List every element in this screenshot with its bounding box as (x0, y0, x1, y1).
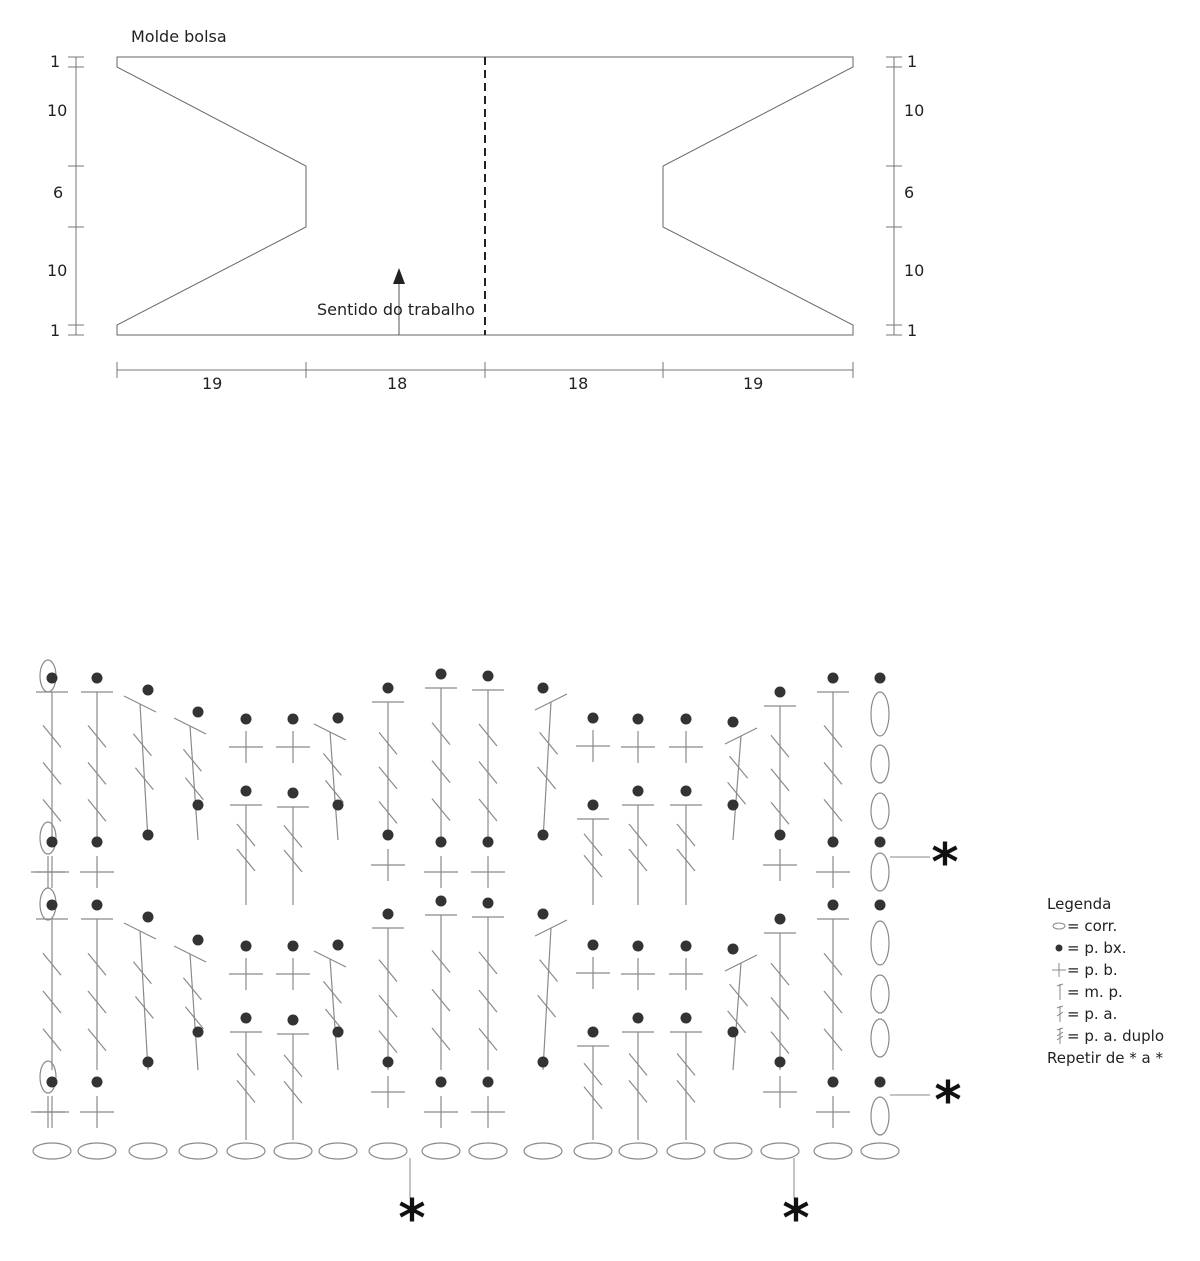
slip-stitch-dot (288, 941, 299, 952)
slip-stitch-dot (241, 714, 252, 725)
legend-item-chain (1047, 915, 1164, 937)
slip-stitch-dot (875, 900, 886, 911)
chain-oval (761, 1143, 799, 1159)
slip-stitch-dot (288, 714, 299, 725)
slip-stitch-dot (92, 1077, 103, 1088)
slip-stitch-dot (383, 683, 394, 694)
slip-stitch-dot (288, 788, 299, 799)
repeat-marker-asterisk: * (398, 1189, 426, 1240)
slip-stitch-dot (633, 941, 644, 952)
slip-stitch-dot (333, 800, 344, 811)
bottom-measure-4: 19 (743, 374, 764, 393)
pattern-title: Molde bolsa (131, 27, 227, 46)
double-crochet-icon (1047, 1005, 1067, 1023)
slip-stitch-dot (241, 941, 252, 952)
chain-oval (871, 921, 889, 965)
slip-stitch-dot (241, 1013, 252, 1024)
chain-oval (369, 1143, 407, 1159)
chain-oval (274, 1143, 312, 1159)
right-measure-scale (886, 57, 902, 335)
slip-stitch-dot (728, 1027, 739, 1038)
chain-oval (227, 1143, 265, 1159)
slip-stitch-dot (681, 714, 692, 725)
slip-stitch-dot (143, 1057, 154, 1068)
stitch-stem (733, 736, 741, 840)
slip-stitch-dot (333, 713, 344, 724)
slip-stitch-dot (681, 941, 692, 952)
bag-template-diagram (0, 0, 1200, 420)
legend-item-single-crochet (1047, 959, 1164, 981)
slip-stitch-dot (588, 713, 599, 724)
slip-stitch-dot (588, 940, 599, 951)
slip-stitch-dot (143, 830, 154, 841)
stitch-stem (190, 726, 198, 840)
slip-stitch-dot (775, 830, 786, 841)
chain-oval (422, 1143, 460, 1159)
left-measure-1: 1 (50, 52, 61, 71)
stitch-stem (190, 954, 198, 1070)
right-measure-3: 6 (904, 183, 915, 202)
slip-stitch-dot (436, 896, 447, 907)
chain-oval (871, 1097, 889, 1135)
slip-stitch-dot (47, 837, 58, 848)
slip-stitch-dot (193, 935, 204, 946)
slip-stitch-dot (47, 900, 58, 911)
slip-stitch-dot (47, 673, 58, 684)
slip-stitch-dot (775, 1057, 786, 1068)
chain-oval (814, 1143, 852, 1159)
slip-stitch-dot (241, 786, 252, 797)
slip-stitch-dot (875, 1077, 886, 1088)
slip-stitch-dot (193, 800, 204, 811)
slip-stitch-dot (193, 707, 204, 718)
chain-oval (619, 1143, 657, 1159)
chain-oval (861, 1143, 899, 1159)
slip-stitch-dot (828, 837, 839, 848)
slip-stitch-dot (588, 800, 599, 811)
legend (1047, 893, 1164, 1069)
slip-stitch-dot (728, 944, 739, 955)
chain-oval (871, 793, 889, 829)
chain-oval (871, 745, 889, 783)
slip-stitch-dot (828, 1077, 839, 1088)
chain-oval (871, 853, 889, 891)
slip-stitch-dot (483, 837, 494, 848)
slip-stitch-dot (383, 1057, 394, 1068)
legend-single-crochet-label: = p. b. (1067, 961, 1118, 979)
chain-oval (33, 1143, 71, 1159)
chain-oval (871, 975, 889, 1013)
slip-stitch-dot (333, 940, 344, 951)
slip-stitch-dot (143, 912, 154, 923)
chain-oval (78, 1143, 116, 1159)
slip-stitch-dot (288, 1015, 299, 1026)
legend-half-double-label: = m. p. (1067, 983, 1123, 1001)
slip-stitch-dot (875, 837, 886, 848)
slip-stitch-dot (633, 786, 644, 797)
slip-stitch-dot (383, 830, 394, 841)
slip-stitch-dot (538, 683, 549, 694)
slip-stitch-dot (538, 909, 549, 920)
chain-oval (129, 1143, 167, 1159)
repeat-marker-asterisk: * (931, 833, 959, 893)
left-measure-4: 10 (47, 261, 68, 280)
slip-stitch-dot (633, 714, 644, 725)
chain-oval (574, 1143, 612, 1159)
slip-stitch-dot (483, 1077, 494, 1088)
slip-stitch-dot (775, 687, 786, 698)
chain-oval (319, 1143, 357, 1159)
legend-repeat-note (1047, 1047, 1164, 1069)
slip-stitch-dot (875, 673, 886, 684)
slip-stitch-dot (681, 1013, 692, 1024)
stitch-stem (330, 732, 338, 840)
slip-stitch-dot (588, 1027, 599, 1038)
legend-repeat-label: Repetir de * a * (1047, 1049, 1163, 1067)
slip-stitch-dot (538, 1057, 549, 1068)
slip-stitch-dot (92, 900, 103, 911)
slip-stitch-dot (728, 800, 739, 811)
slip-stitch-dot (775, 914, 786, 925)
stitch-stem (733, 963, 741, 1070)
slip-stitch-dot (383, 909, 394, 920)
bottom-measure-3: 18 (568, 374, 589, 393)
legend-item-double (1047, 1003, 1164, 1025)
slip-stitch-dot (828, 900, 839, 911)
slip-stitch-dot (92, 673, 103, 684)
dot-icon (1047, 941, 1067, 955)
legend-slip-stitch-label: = p. bx. (1067, 939, 1127, 957)
left-measure-scale (68, 57, 84, 335)
work-direction-label: Sentido do trabalho (317, 300, 475, 319)
cross-icon (1047, 963, 1067, 977)
repeat-marker-asterisk: * (782, 1189, 810, 1240)
right-measure-2: 10 (904, 101, 925, 120)
right-measure-5: 1 (907, 321, 918, 340)
chain-oval (179, 1143, 217, 1159)
slip-stitch-dot (436, 669, 447, 680)
legend-title: Legenda (1047, 895, 1112, 913)
chain-oval (871, 1019, 889, 1057)
stitch-stem (140, 931, 148, 1070)
legend-item-treble (1047, 1025, 1164, 1047)
slip-stitch-dot (538, 830, 549, 841)
left-measure-2: 10 (47, 101, 68, 120)
stitch-stem (543, 702, 551, 840)
chain-oval (714, 1143, 752, 1159)
legend-double-label: = p. a. (1067, 1005, 1118, 1023)
legend-item-slip-stitch (1047, 937, 1164, 959)
slip-stitch-dot (436, 1077, 447, 1088)
chain-oval-icon (1047, 919, 1067, 933)
slip-stitch-dot (681, 786, 692, 797)
slip-stitch-dot (333, 1027, 344, 1038)
repeat-marker-asterisk: * (934, 1071, 962, 1131)
right-measure-1: 1 (907, 52, 918, 71)
slip-stitch-dot (193, 1027, 204, 1038)
slip-stitch-dot (47, 1077, 58, 1088)
slip-stitch-dot (436, 837, 447, 848)
chain-oval (871, 692, 889, 736)
slip-stitch-dot (92, 837, 103, 848)
chain-oval (667, 1143, 705, 1159)
slip-stitch-dot (728, 717, 739, 728)
slip-stitch-dot (143, 685, 154, 696)
bottom-measure-2: 18 (387, 374, 408, 393)
slip-stitch-dot (483, 671, 494, 682)
stitch-stem (330, 959, 338, 1070)
half-double-icon (1047, 983, 1067, 1001)
left-measure-5: 1 (50, 321, 61, 340)
left-measure-3: 6 (53, 183, 64, 202)
stitch-stem (140, 704, 148, 840)
bottom-measure-1: 19 (202, 374, 223, 393)
legend-treble-label: = p. a. duplo (1067, 1027, 1165, 1045)
chain-oval (524, 1143, 562, 1159)
slip-stitch-dot (633, 1013, 644, 1024)
slip-stitch-dot (828, 673, 839, 684)
legend-chain-label: = corr. (1067, 917, 1118, 935)
right-measure-4: 10 (904, 261, 925, 280)
chain-oval (469, 1143, 507, 1159)
legend-item-half-double (1047, 981, 1164, 1003)
treble-crochet-icon (1047, 1027, 1067, 1045)
stitch-chart (0, 640, 1000, 1240)
slip-stitch-dot (483, 898, 494, 909)
stitch-stem (543, 928, 551, 1070)
